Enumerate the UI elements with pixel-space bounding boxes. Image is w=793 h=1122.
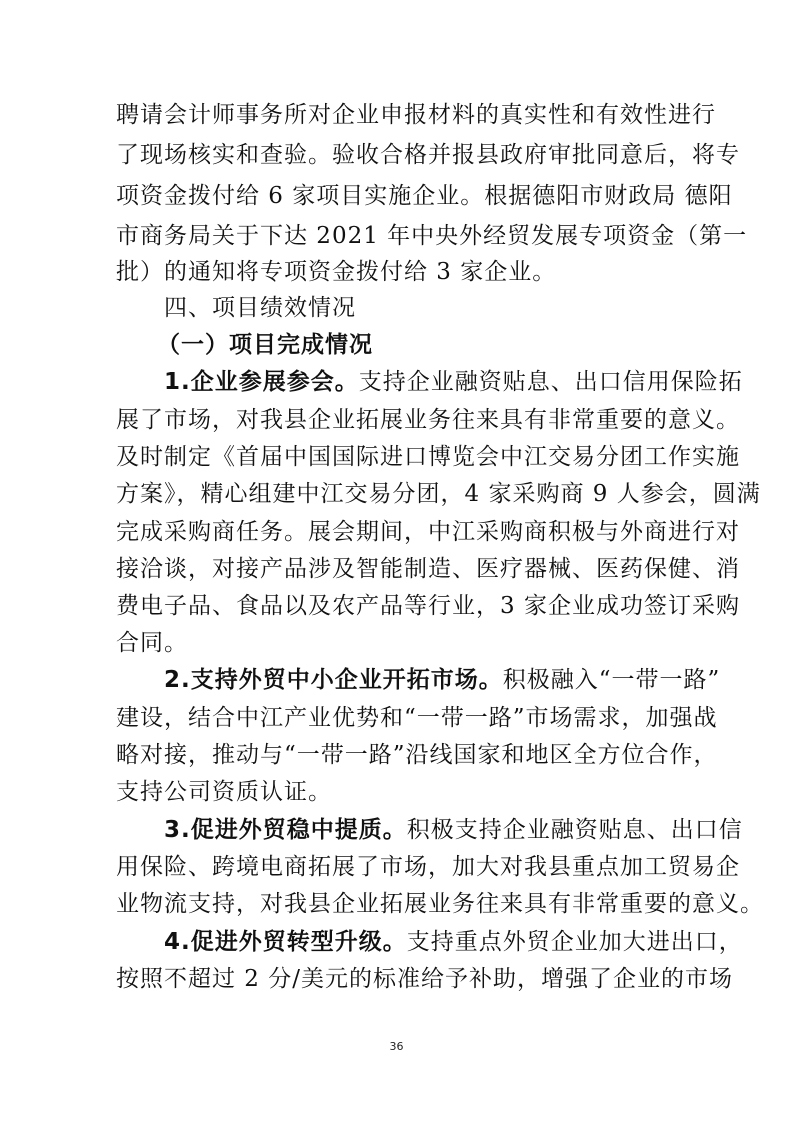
paragraph-1-first-line: [164, 366, 743, 398]
paragraph-4-text: 支持重点外贸企业加大进出口，: [406, 929, 743, 955]
paragraph-1-text: 支持企业融资贴息、出口信用保险拓: [358, 369, 743, 395]
text-line: 接洽谈，对接产品涉及智能制造、医疗器械、医药保健、消: [116, 556, 740, 582]
text-line: 及时制定《首届中国国际进口博览会中江交易分团工作实施: [116, 444, 740, 470]
text-line: 批）的通知将专项资金拨付给 3 家企业。: [116, 259, 557, 285]
paragraph-2-first-line: [164, 664, 721, 696]
section-heading: 四、项目绩效情况: [164, 295, 356, 321]
text-line: 建设，结合中江产业优势和“一带一路”市场需求，加强战: [116, 705, 718, 731]
text-line: 了现场核实和查验。验收合格并报县政府审批同意后，将专: [116, 142, 740, 168]
text-line: 方案》，精心组建中江交易分团，4 家采购商 9 人参会，圆满: [116, 481, 761, 507]
paragraph-4-title: 4.促进外贸转型升级。: [164, 929, 407, 955]
text-line: 展了市场，对我县企业拓展业务往来具有非常重要的意义。: [116, 407, 740, 433]
text-line: 按照不超过 2 分/美元的标准给予补助，增强了企业的市场: [116, 966, 734, 992]
text-line: 项资金拨付给 6 家项目实施企业。根据德阳市财政局 德阳: [116, 183, 733, 209]
text-line: 用保险、跨境电商拓展了市场，加大对我县重点加工贸易企: [116, 854, 740, 880]
paragraph-2-text: 积极融入“一带一路”: [502, 667, 721, 693]
paragraph-3-title: 3.促进外贸稳中提质。: [164, 817, 407, 843]
text-line: 完成采购商任务。展会期间，中江采购商积极与外商进行对: [116, 519, 740, 545]
subsection-heading: （一）项目完成情况: [157, 332, 373, 358]
text-line: 略对接，推动与“一带一路”沿线国家和地区全方位合作，: [116, 742, 718, 768]
text-line: 业物流支持，对我县企业拓展业务往来具有非常重要的意义。: [116, 891, 764, 917]
paragraph-4-first-line: [164, 926, 743, 958]
text-line: 聘请会计师事务所对企业申报材料的真实性和有效性进行: [116, 102, 716, 128]
text-line: 市商务局关于下达 2021 年中央外经贸发展专项资金（第一: [116, 223, 748, 249]
page-number: 36: [389, 1040, 404, 1053]
paragraph-3-first-line: [164, 814, 743, 846]
text-line: 费电子品、食品以及农产品等行业，3 家企业成功签订采购: [116, 593, 740, 619]
paragraph-2-title: 2.支持外贸中小企业开拓市场。: [164, 667, 503, 693]
paragraph-3-text: 积极支持企业融资贴息、出口信: [406, 817, 743, 843]
paragraph-1-title: 1.企业参展参会。: [164, 369, 359, 395]
text-line: 合同。: [116, 630, 188, 656]
text-line: 支持公司资质认证。: [116, 779, 332, 805]
